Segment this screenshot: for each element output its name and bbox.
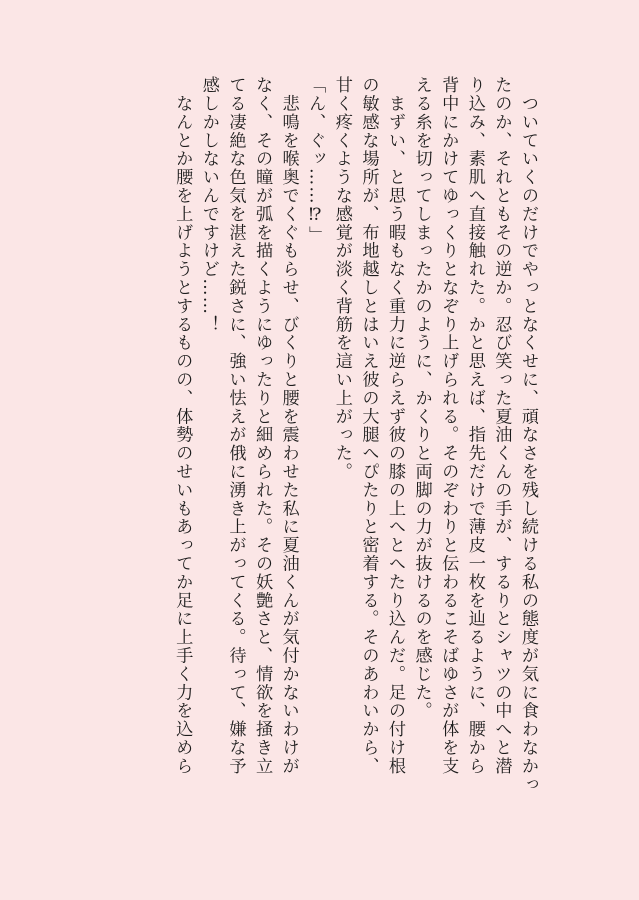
text-column: 悲鳴を喉奥でくぐもらせ、びくりと腰を震わせた私に夏油くんが気付かないわけが bbox=[278, 76, 299, 776]
vertical-text-body bbox=[169, 76, 541, 856]
text-column: ついていくのだけでやっとなくせに、頑なさを残し続ける私の態度が気に食わなかっ bbox=[518, 76, 538, 794]
text-column: 甘く疼くような感覚が淡く背筋を這い上がった。 bbox=[331, 76, 352, 481]
text-column: まずい、と思う暇もなく重力に逆らえず彼の膝の上へとへたり込んだ。足の付け根 bbox=[385, 76, 406, 776]
text-column: り込み、素肌へ直接触れた。かと思えば、指先だけで薄皮一枚を辿るように、腰から bbox=[464, 76, 485, 776]
text-column: の敏感な場所が、布地越しとはいえ彼の大腿へぴたりと密着する。そのあわいから、 bbox=[358, 76, 379, 776]
text-column: 背中にかけてゆっくりとなぞり上げられる。そのぞわりと伝わるこそばゆさが体を支 bbox=[438, 76, 459, 776]
text-column: てる凄絶な色気を湛えた鋭さに、強い怯えが俄に湧き上がってくる。待って、嫌な予 bbox=[225, 76, 246, 776]
dialogue-column: 「ん、ぐッ……⁉」 bbox=[305, 76, 326, 245]
text-column: なんとか腰を上げようとするものの、体勢のせいもあってか足に上手く力を込めら bbox=[172, 76, 193, 776]
text-column: なく、その瞳が弧を描くようにゆったりと細められた。その妖艶さと、情欲を掻き立 bbox=[252, 76, 273, 776]
text-column: 感しかしないんですけど……！ bbox=[198, 76, 219, 334]
text-column: たのか、それともその逆か。忍び笑った夏油くんの手が、するりとシャツの中へと潜 bbox=[491, 76, 512, 776]
text-column: える糸を切ってしまったかのように、かくりと両脚の力が抜けるのを感じた。 bbox=[411, 76, 432, 720]
